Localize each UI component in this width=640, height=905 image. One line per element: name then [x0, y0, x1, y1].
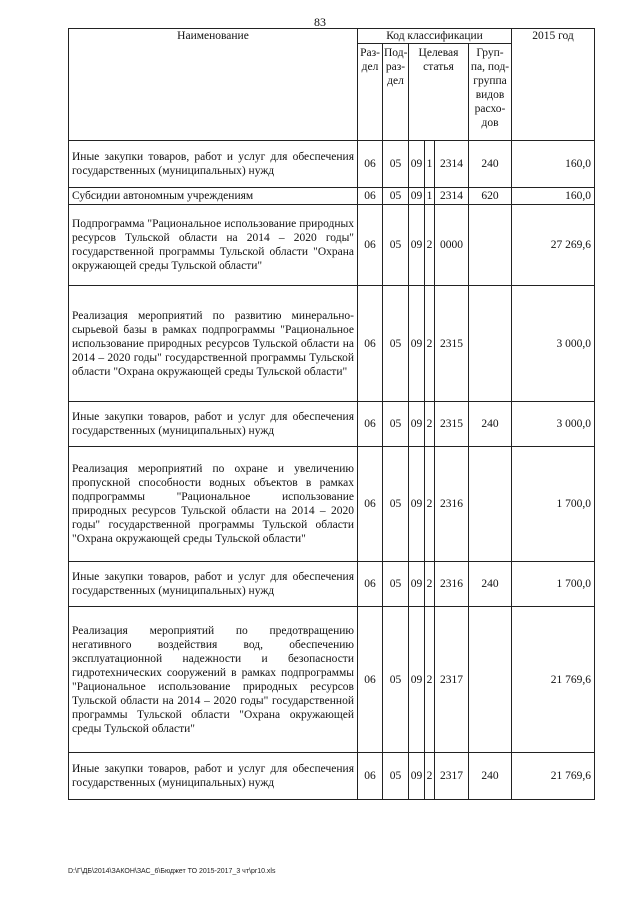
- row-subsection: 05: [383, 188, 409, 205]
- row-target-subprogram: 2: [425, 753, 435, 800]
- row-subsection: 05: [383, 402, 409, 447]
- row-target-subprogram: 2: [425, 562, 435, 607]
- row-amount: 1 700,0: [512, 447, 595, 562]
- row-name: Иные закупки товаров, работ и услуг для обеспечения государственных (муниципальных) нужд: [69, 753, 358, 800]
- header-expense-group: Груп-па, под-группа видов расхо-дов: [469, 44, 512, 141]
- row-name: Иные закупки товаров, работ и услуг для обеспечения государственных (муниципальных) нужд: [69, 402, 358, 447]
- row-target-program: 09: [409, 286, 425, 402]
- row-section: 06: [358, 402, 383, 447]
- row-section: 06: [358, 286, 383, 402]
- footer-file-path: D:\Г\ДБ\2014\ЗАКОН\ЗАС_6\Бюджет ТО 2015-2017_3 чт\pr10.xls: [68, 868, 276, 875]
- header-row: [69, 29, 595, 44]
- header-subsection: Под-раз-дел: [383, 44, 409, 141]
- table-row: [69, 402, 595, 447]
- row-target-direction: 2316: [435, 447, 469, 562]
- row-name: Иные закупки товаров, работ и услуг для обеспечения государственных (муниципальных) нужд: [69, 562, 358, 607]
- header-classification-code: Код классификации: [358, 29, 512, 44]
- row-expense-group: [469, 607, 512, 753]
- row-expense-group: 620: [469, 188, 512, 205]
- row-amount: 160,0: [512, 141, 595, 188]
- row-amount: 21 769,6: [512, 607, 595, 753]
- row-target-program: 09: [409, 562, 425, 607]
- row-target-direction: 2315: [435, 286, 469, 402]
- row-target-program: 09: [409, 188, 425, 205]
- page-number: 83: [314, 15, 326, 29]
- row-name: Подпрограмма "Рациональное использование природных ресурсов Тульской области на 2014 – 2020 годы" государственной программы Тульской области "Охрана окружающей среды Тульской области": [69, 205, 358, 286]
- row-subsection: 05: [383, 562, 409, 607]
- row-name: Реализация мероприятий по развитию минерально-сырьевой базы в рамках подпрограммы "Рациональное использование природных ресурсов Тульской области на 2014 – 2020 годы" государственной программы Тульской области "Охрана окружающей среды Тульской области": [69, 286, 358, 402]
- row-section: 06: [358, 447, 383, 562]
- row-target-subprogram: 2: [425, 402, 435, 447]
- row-expense-group: 240: [469, 402, 512, 447]
- row-name: Реализация мероприятий по предотвращению негативного воздействия вод, обеспечению эксплуатационной надежности и безопасности гидротехнических сооружений в рамках подпрограммы "Рациональное использование природных ресурсов Тульской области на 2014 – 2020 годы" государственной программы Тульской области "Охрана окружающей среды Тульской области": [69, 607, 358, 753]
- row-expense-group: 240: [469, 141, 512, 188]
- row-target-program: 09: [409, 447, 425, 562]
- row-section: 06: [358, 562, 383, 607]
- row-target-direction: 0000: [435, 205, 469, 286]
- table-row: [69, 447, 595, 562]
- row-target-program: 09: [409, 753, 425, 800]
- row-expense-group: 240: [469, 562, 512, 607]
- row-subsection: 05: [383, 607, 409, 753]
- row-target-subprogram: 1: [425, 188, 435, 205]
- table-row: [69, 141, 595, 188]
- row-amount: 1 700,0: [512, 562, 595, 607]
- row-target-direction: 2316: [435, 562, 469, 607]
- row-amount: 3 000,0: [512, 286, 595, 402]
- row-target-program: 09: [409, 141, 425, 188]
- row-target-direction: 2317: [435, 607, 469, 753]
- row-subsection: 05: [383, 141, 409, 188]
- row-target-subprogram: 2: [425, 607, 435, 753]
- row-target-program: 09: [409, 402, 425, 447]
- header-name: Наименование: [69, 29, 358, 141]
- row-section: 06: [358, 205, 383, 286]
- row-amount: 160,0: [512, 188, 595, 205]
- header-target-article: Целевая статья: [409, 44, 469, 141]
- row-target-direction: 2315: [435, 402, 469, 447]
- row-subsection: 05: [383, 753, 409, 800]
- row-expense-group: 240: [469, 753, 512, 800]
- row-expense-group: [469, 205, 512, 286]
- row-target-direction: 2317: [435, 753, 469, 800]
- row-amount: 21 769,6: [512, 753, 595, 800]
- table-row: [69, 753, 595, 800]
- row-section: 06: [358, 141, 383, 188]
- row-target-subprogram: 2: [425, 286, 435, 402]
- row-target-direction: 2314: [435, 188, 469, 205]
- row-expense-group: [469, 447, 512, 562]
- header-year: 2015 год: [512, 29, 595, 141]
- row-target-subprogram: 2: [425, 447, 435, 562]
- row-subsection: 05: [383, 447, 409, 562]
- row-name: Иные закупки товаров, работ и услуг для обеспечения государственных (муниципальных) нужд: [69, 141, 358, 188]
- row-name: Реализация мероприятий по охране и увеличению пропускной способности водных объектов в рамках подпрограммы "Рациональное использование природных ресурсов Тульской области на 2014 – 2020 годы" государственной программы Тульской области "Охрана окружающей среды Тульской области": [69, 447, 358, 562]
- row-section: 06: [358, 188, 383, 205]
- row-section: 06: [358, 753, 383, 800]
- row-amount: 27 269,6: [512, 205, 595, 286]
- table-row: [69, 607, 595, 753]
- row-amount: 3 000,0: [512, 402, 595, 447]
- row-target-program: 09: [409, 205, 425, 286]
- table-row: [69, 562, 595, 607]
- row-subsection: 05: [383, 286, 409, 402]
- row-name: Субсидии автономным учреждениям: [69, 188, 358, 205]
- budget-table: [68, 28, 595, 800]
- table-row: [69, 205, 595, 286]
- table-row: [69, 286, 595, 402]
- table-row: [69, 188, 595, 205]
- row-target-subprogram: 1: [425, 141, 435, 188]
- row-section: 06: [358, 607, 383, 753]
- row-target-direction: 2314: [435, 141, 469, 188]
- row-target-program: 09: [409, 607, 425, 753]
- row-subsection: 05: [383, 205, 409, 286]
- row-expense-group: [469, 286, 512, 402]
- header-section: Раз-дел: [358, 44, 383, 141]
- row-target-subprogram: 2: [425, 205, 435, 286]
